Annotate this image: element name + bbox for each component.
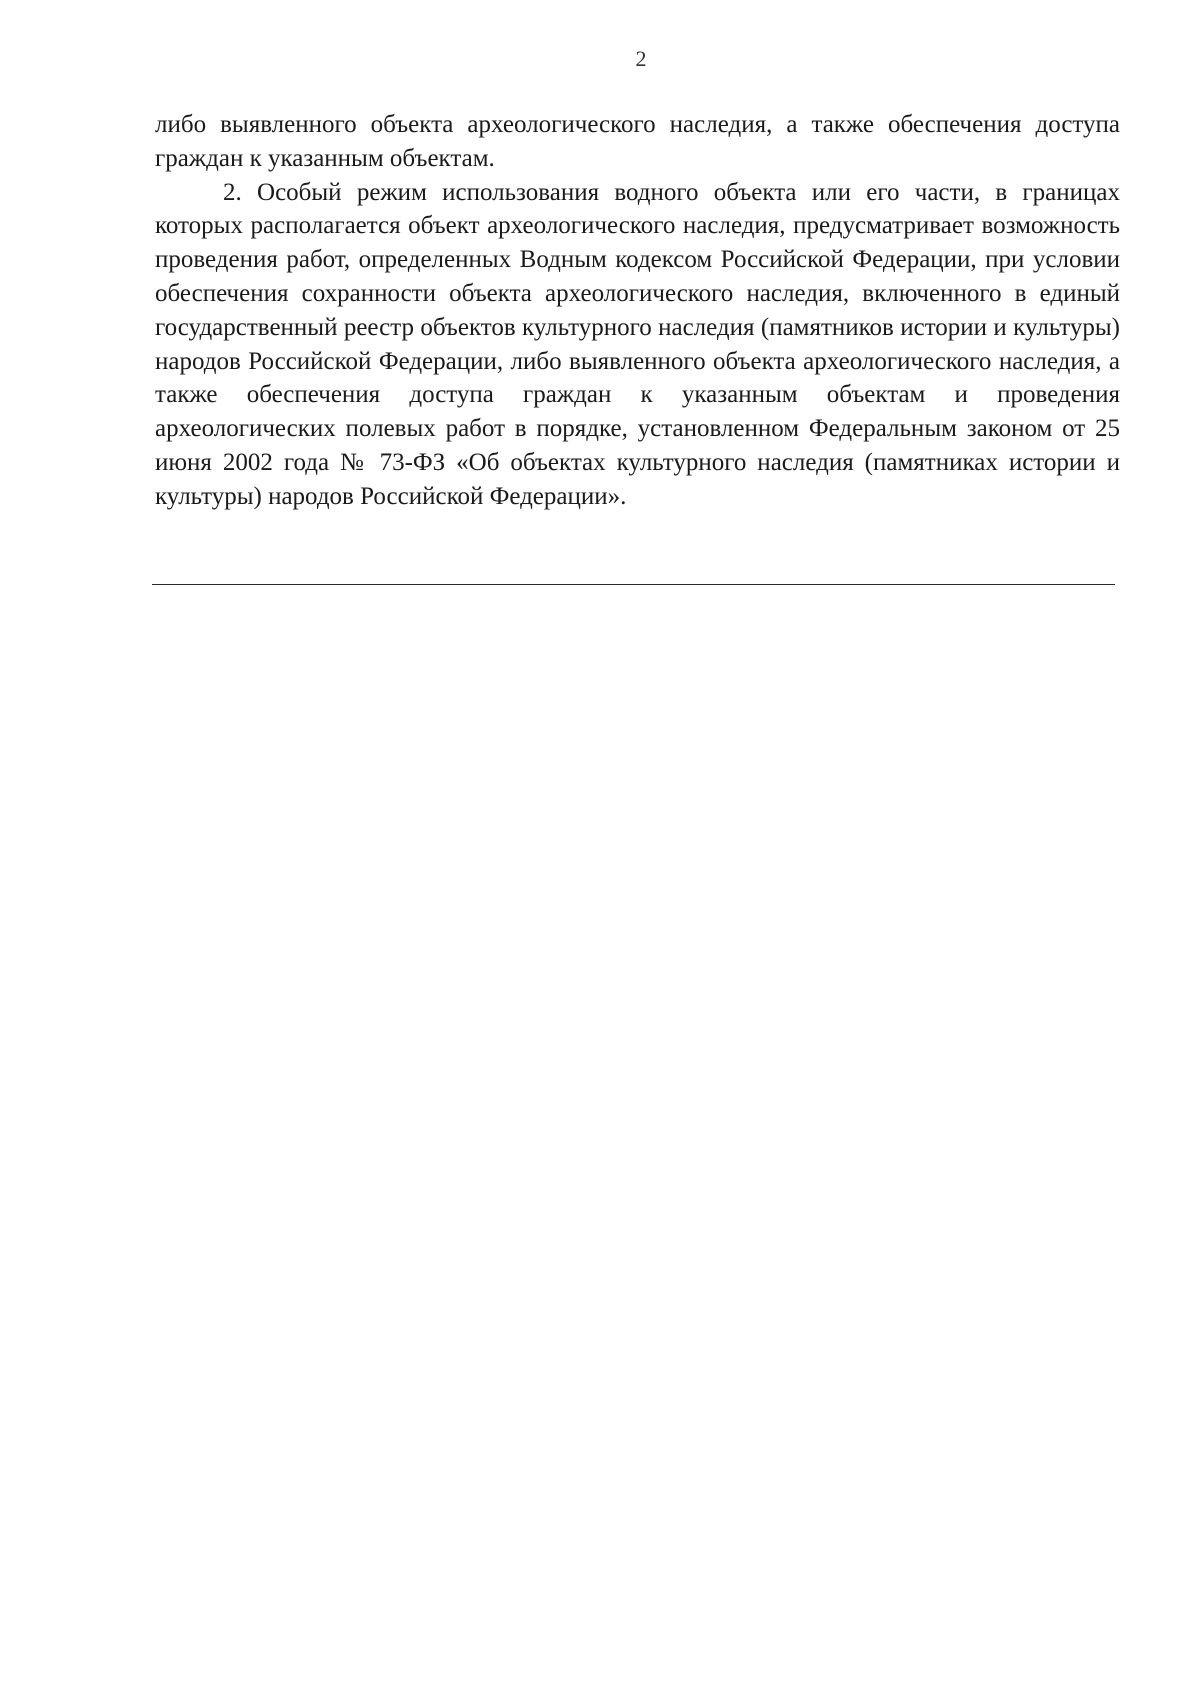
page-number: 2	[635, 46, 647, 71]
end-of-text-divider	[152, 584, 1115, 585]
paragraph-item-2: 2. Особый режим использования водного объекта или его части, в границах которых располагается объект археологического наследия, предусматривает возможность проведения работ, определенных Водным кодексом Российской Федерации, при условии обеспечения сохранности объекта археологического наследия, включенного в единый государственный реестр объектов культурного наследия (памятников истории и культуры) народов Российской Федерации, либо выявленного объекта археологического наследия, а также обеспечения доступа граждан к указанным объектам и проведения археологических полевых работ в порядке, установленном Федеральным законом от 25 июня 2002 года № 73-ФЗ «Об объектах культурного наследия (памятниках истории и культуры) народов Российской Федерации».	[155, 178, 1120, 510]
document-body	[155, 108, 1120, 514]
paragraph-continuation: либо выявленного объекта археологического наследия, а также обеспечения доступа граждан к указанным объектам.	[155, 111, 1120, 172]
